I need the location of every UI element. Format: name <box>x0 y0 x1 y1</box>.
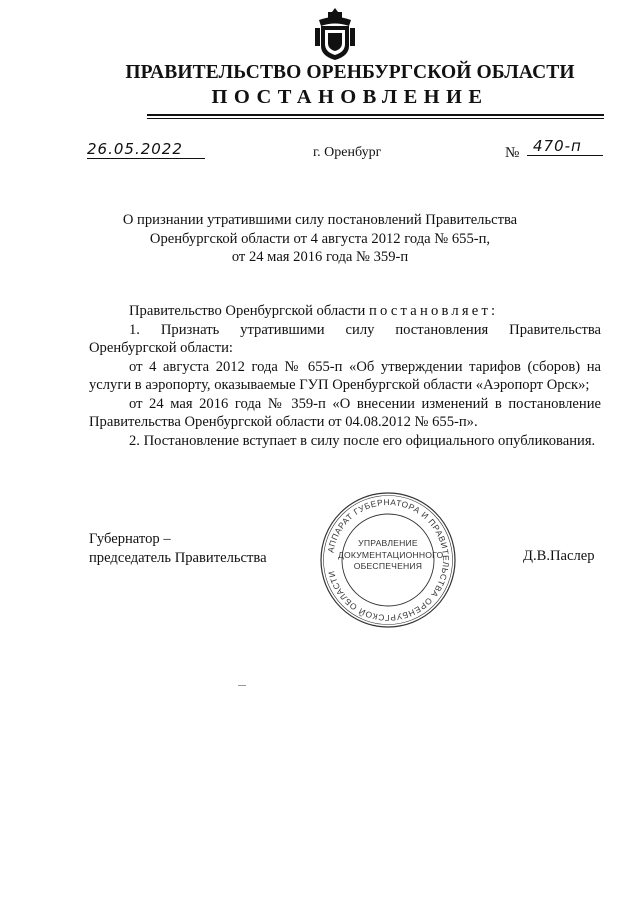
seal-line: ОБЕСПЕЧЕНИЯ <box>353 561 423 571</box>
signatory-name: Д.В.Паслер <box>523 548 595 564</box>
intro-paragraph <box>89 302 601 321</box>
title-line: от 24 мая 2016 года № 359-п <box>231 249 409 265</box>
signatory-role-line: председатель Правительства <box>89 549 267 566</box>
document-body <box>89 302 601 450</box>
scan-speck <box>238 685 246 686</box>
document-title <box>120 211 520 267</box>
coat-of-arms-icon <box>313 6 357 62</box>
signatory-role <box>89 530 267 567</box>
seal-line: УПРАВЛЕНИЕ <box>358 538 418 548</box>
seal-center-text <box>338 538 444 573</box>
paragraph-1: 1. Признать утратившими силу постановления Правительства Оренбургской области: <box>89 321 601 356</box>
number-label: № <box>505 145 520 161</box>
title-line: Оренбургской области от 4 августа 2012 года № 655-п, <box>149 230 491 247</box>
signatory-role-line: Губернатор – <box>89 531 171 547</box>
paragraph-2: от 4 августа 2012 года № 655-п «Об утверждении тарифов (сборов) на услуги в аэропорту, оказываемые ГУП Оренбургской области «Аэропорт Орск»; <box>89 358 601 393</box>
document-number: 470-п <box>527 137 603 156</box>
title-line: О признании утратившими силу постановлений Правительства <box>122 212 518 228</box>
document-type: ПОСТАНОВЛЕНИЕ <box>211 86 489 108</box>
header-rule-thin <box>147 118 604 119</box>
document-city: г. Оренбург <box>313 145 382 160</box>
header-rule-thick <box>147 114 604 116</box>
paragraph-4: 2. Постановление вступает в силу после его официального опубликования. <box>129 432 596 449</box>
document-date: 26.05.2022 <box>87 140 205 159</box>
intro-prefix: Правительство Оренбургской области <box>129 303 369 319</box>
seal-ring-text: АППАРАТ ГУБЕРНАТОРА И ПРАВИТЕЛЬСТВА ОРЕНБУРГСКОЙ ОБЛАСТИ <box>325 496 452 624</box>
intro-spaced: постановляет: <box>368 303 499 319</box>
paragraph-3: от 24 мая 2016 года № 359-п «О внесении изменений в постановление Правительства Оренбургской области от 04.08.2012 № 655-п». <box>89 395 601 430</box>
organization-name: ПРАВИТЕЛЬСТВО ОРЕНБУРГСКОЙ ОБЛАСТИ <box>125 62 575 83</box>
seal-line: ДОКУМЕНТАЦИОННОГО <box>338 549 444 560</box>
